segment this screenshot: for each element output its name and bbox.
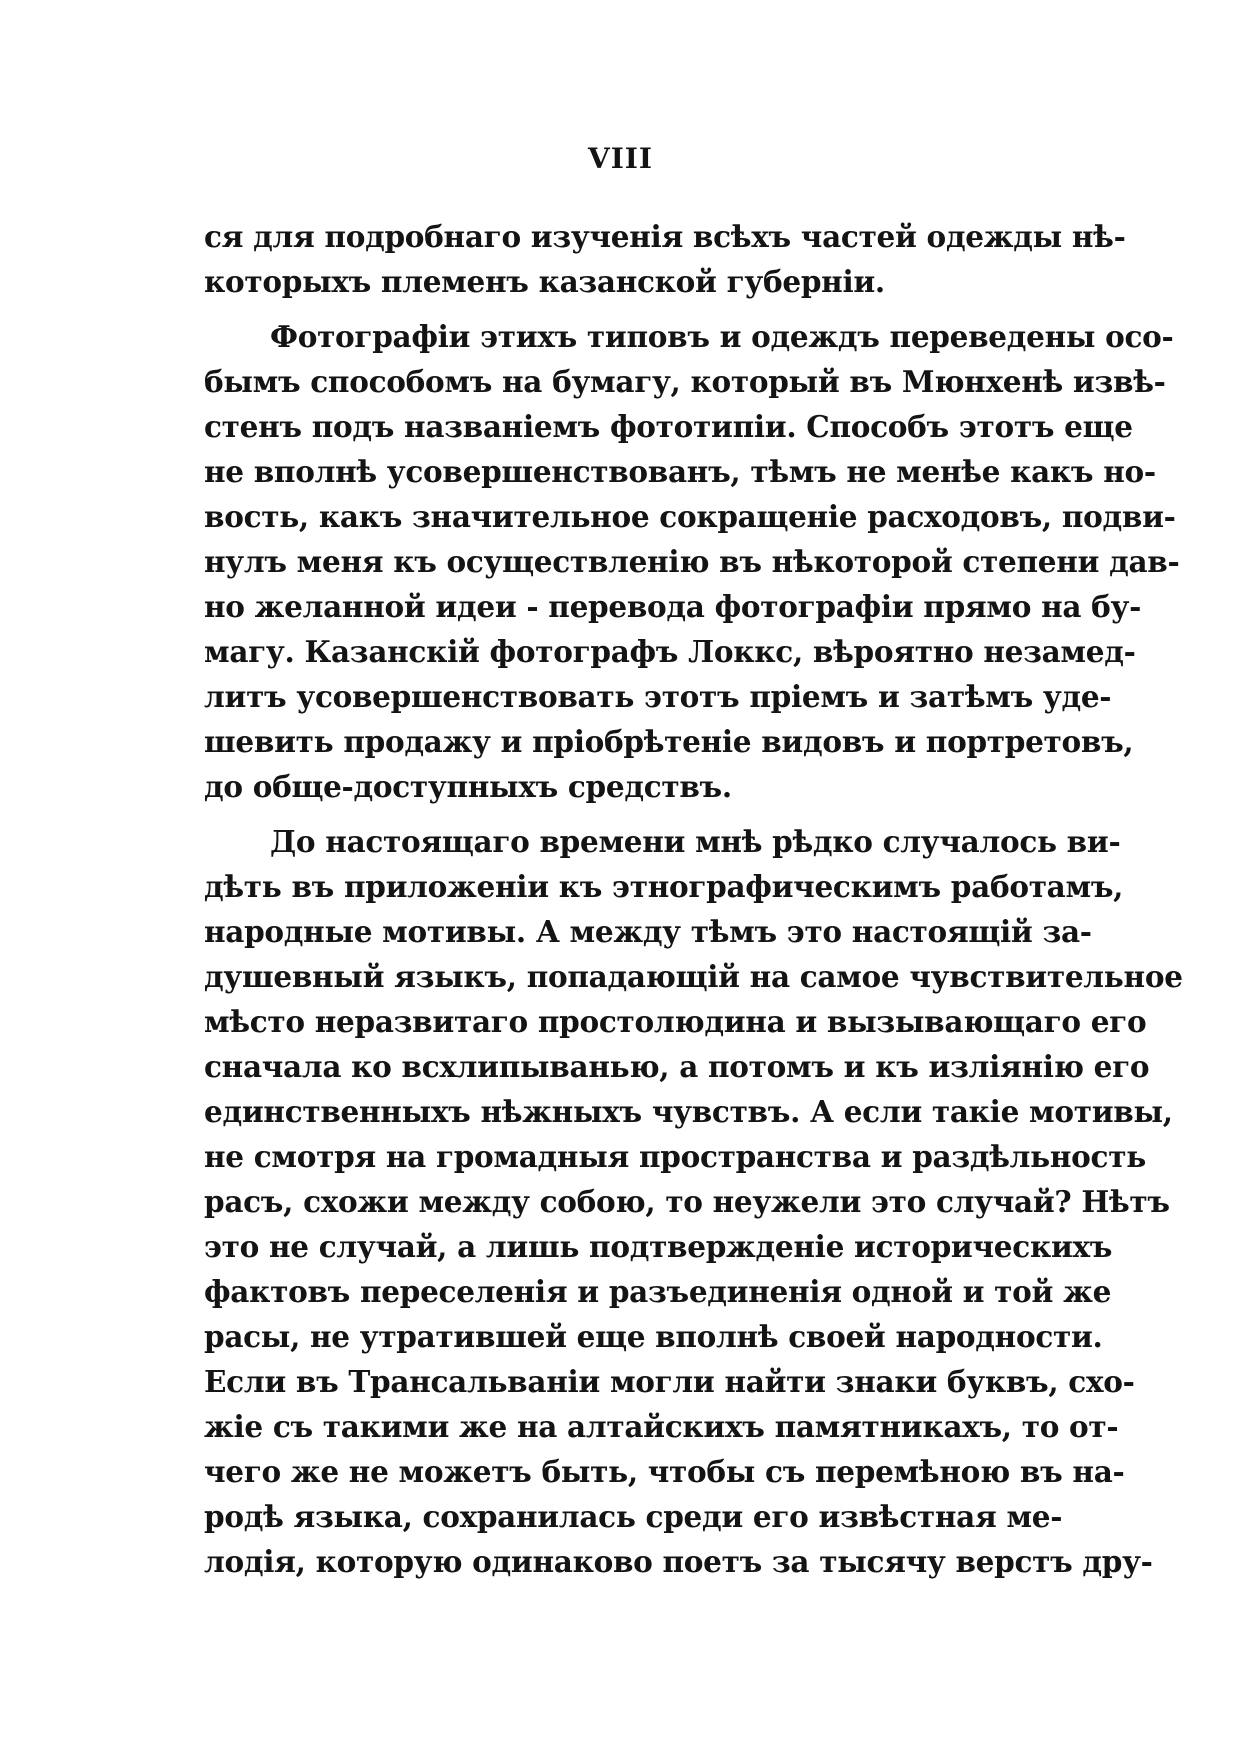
text-line: магу. Казанскій фотографъ Локкс, вѣроятно незамед- <box>204 634 1136 669</box>
text-line: до обще-доступныхъ средствъ. <box>204 769 732 804</box>
text-line: не смотря на громадныя пространства и раздѣльность <box>204 1139 1146 1174</box>
text-line: дѣть въ приложеніи къ этнографическимъ работамъ, <box>204 869 1124 904</box>
text-line: расъ, схожи между собою, то неужели это случай? Нѣтъ <box>204 1184 1170 1219</box>
text-line: не вполнѣ усовершенствованъ, тѣмъ не менѣе какъ но- <box>204 454 1156 489</box>
text-line: Фотографіи этихъ типовъ и одеждъ переведены осо- <box>270 319 1174 354</box>
paragraph <box>204 314 1180 809</box>
text-line: ся для подробнаго изученія всѣхъ частей одежды нѣ- <box>204 219 1126 254</box>
text-line: вость, какъ значительное сокращеніе расходовъ, подви- <box>204 499 1176 534</box>
text-line: это не случай, а лишь подтвержденіе историческихъ <box>204 1229 1113 1264</box>
text-line: лодія, которую одинаково поетъ за тысячу верстъ дру- <box>204 1544 1153 1579</box>
text-line: расы, не утратившей еще вполнѣ своей народности. <box>204 1319 1103 1354</box>
paragraph <box>204 819 1183 1584</box>
paragraph <box>204 214 1126 304</box>
text-line: но желанной идеи - перевода фотографіи прямо на бу- <box>204 589 1142 624</box>
text-line: шевить продажу и пріобрѣтеніе видовъ и портретовъ, <box>204 724 1134 759</box>
text-line: Если въ Трансальваніи могли найти знаки буквъ, схо- <box>204 1364 1135 1399</box>
text-line: нулъ меня къ осуществленію въ нѣкоторой степени дав- <box>204 544 1180 579</box>
text-line: которыхъ племенъ казанской губерніи. <box>204 264 885 299</box>
text-line: чего же не можетъ быть, чтобы съ перемѣною въ на- <box>204 1454 1125 1489</box>
text-line: литъ усовершенствовать этотъ пріемъ и затѣмъ уде- <box>204 679 1112 714</box>
text-line: До настоящаго времени мнѣ рѣдко случалось ви- <box>270 824 1121 859</box>
text-line: стенъ подъ названіемъ фототипіи. Способъ этотъ еще <box>204 409 1133 444</box>
text-line: родѣ языка, сохранилась среди его извѣстная ме- <box>204 1499 1063 1534</box>
text-line: единственныхъ нѣжныхъ чувствъ. А если такіе мотивы, <box>204 1094 1173 1129</box>
page-number: VIII <box>587 142 654 175</box>
text-line: мѣсто неразвитаго простолюдина и вызывающаго его <box>204 1004 1147 1039</box>
text-line: народные мотивы. А между тѣмъ это настоящій за- <box>204 914 1092 949</box>
body-text <box>204 214 1183 1584</box>
text-line: душевный языкъ, попадающій на самое чувствительное <box>204 959 1183 994</box>
text-line: жіе съ такими же на алтайскихъ памятникахъ, то от- <box>204 1409 1119 1444</box>
text-line: сначала ко всхлипыванью, а потомъ и къ изліянію его <box>204 1049 1150 1084</box>
text-line: фактовъ переселенія и разъединенія одной и той же <box>204 1274 1112 1309</box>
text-line: бымъ способомъ на бумагу, который въ Мюнхенѣ извѣ- <box>204 364 1166 399</box>
